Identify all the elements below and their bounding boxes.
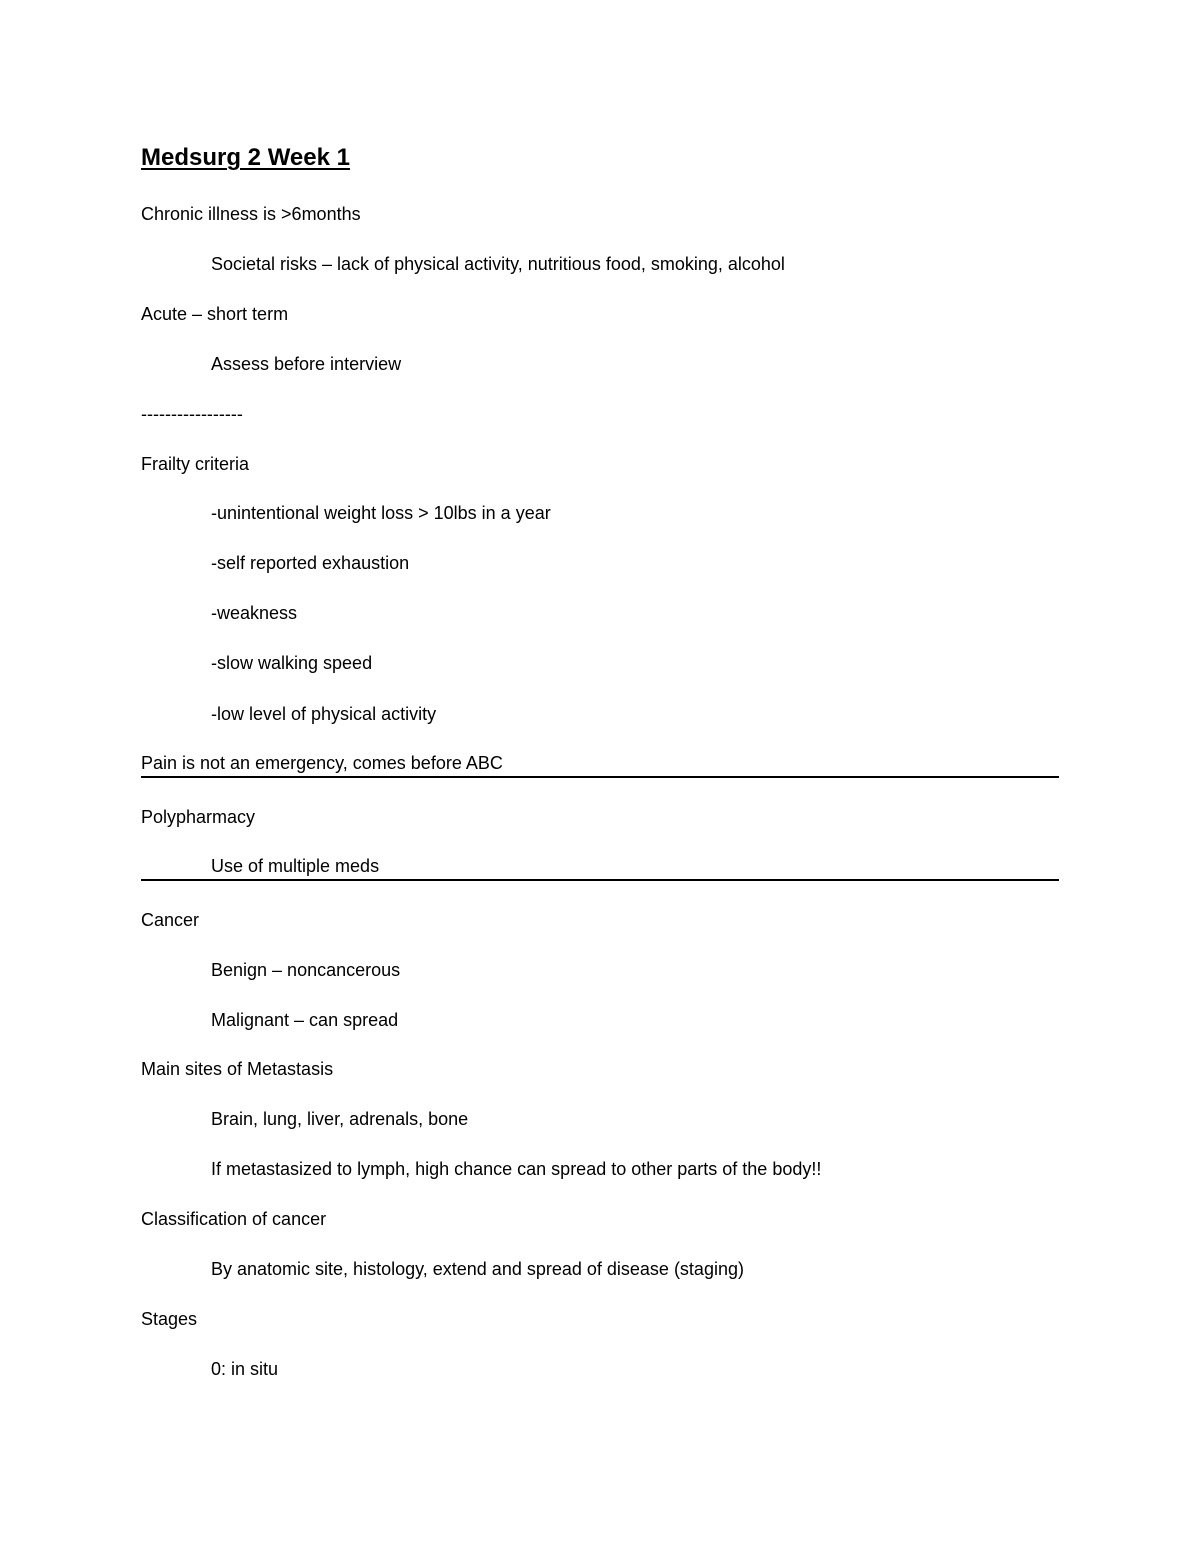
note-line: -low level of physical activity bbox=[211, 704, 437, 724]
note-line: -self reported exhaustion bbox=[211, 553, 410, 573]
horizontal-rule bbox=[141, 776, 1059, 778]
note-line: Classification of cancer bbox=[141, 1209, 327, 1229]
page-title: Medsurg 2 Week 1 bbox=[141, 144, 350, 171]
note-line: Assess before interview bbox=[211, 354, 402, 374]
note-line: Acute – short term bbox=[141, 304, 289, 324]
note-line: By anatomic site, histology, extend and spread of disease (staging) bbox=[211, 1259, 744, 1279]
note-line: If metastasized to lymph, high chance can spread to other parts of the body!! bbox=[211, 1159, 822, 1179]
note-line: Societal risks – lack of physical activity, nutritious food, smoking, alcohol bbox=[211, 254, 785, 274]
note-line: -weakness bbox=[211, 603, 298, 623]
note-line: Chronic illness is >6months bbox=[141, 204, 361, 224]
note-line: Frailty criteria bbox=[141, 454, 250, 474]
dashed-separator: ----------------- bbox=[141, 404, 243, 424]
note-line: Brain, lung, liver, adrenals, bone bbox=[211, 1109, 469, 1129]
note-line: Stages bbox=[141, 1309, 198, 1329]
note-line: Malignant – can spread bbox=[211, 1010, 399, 1030]
note-line: Use of multiple meds bbox=[211, 856, 380, 876]
horizontal-rule bbox=[141, 879, 1059, 881]
note-line: 0: in situ bbox=[211, 1359, 279, 1379]
note-line: -unintentional weight loss > 10lbs in a year bbox=[211, 503, 551, 523]
note-line: Polypharmacy bbox=[141, 807, 256, 827]
note-line: Main sites of Metastasis bbox=[141, 1059, 334, 1079]
note-line: -slow walking speed bbox=[211, 653, 373, 673]
note-line: Cancer bbox=[141, 910, 200, 930]
note-line: Pain is not an emergency, comes before ABC bbox=[141, 753, 503, 773]
note-line: Benign – noncancerous bbox=[211, 960, 401, 980]
